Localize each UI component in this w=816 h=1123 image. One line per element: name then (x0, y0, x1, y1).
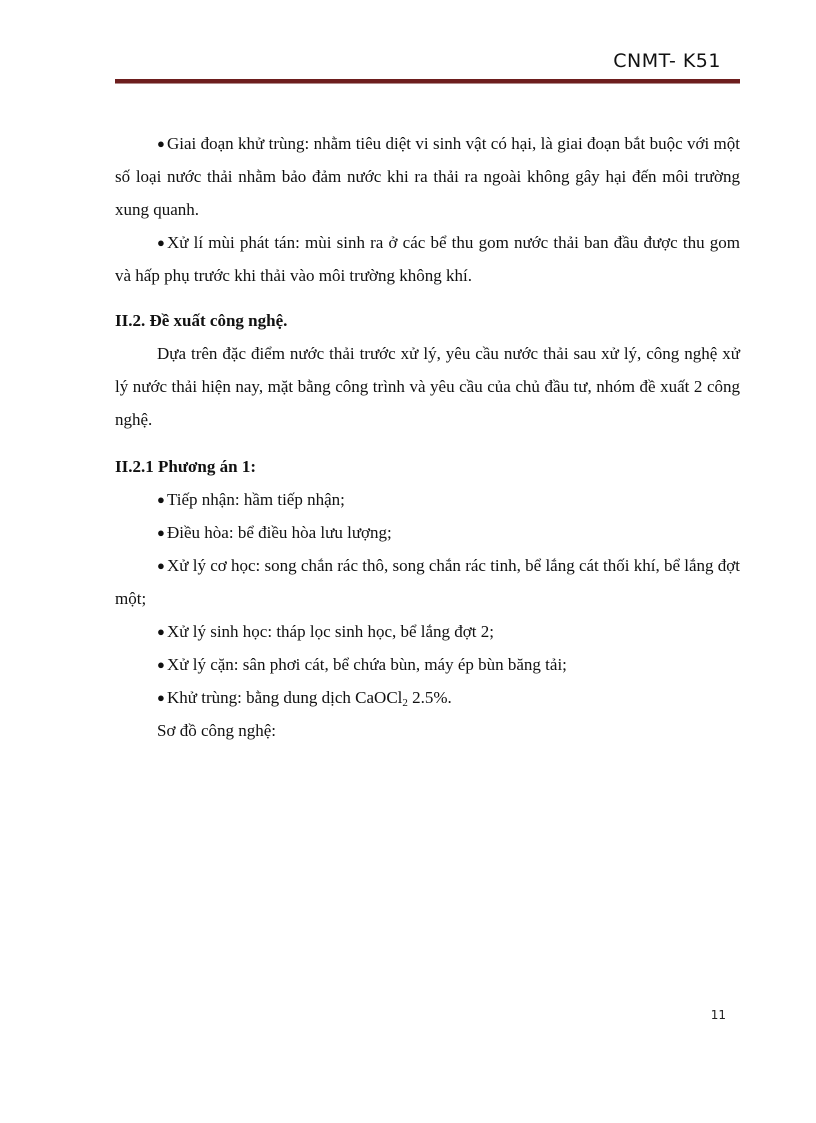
list-item-text: Khử trùng: bằng dung dịch CaOCl (167, 688, 403, 707)
bullet-icon: ● (157, 558, 165, 573)
list-item (115, 648, 740, 681)
bullet-icon: ● (157, 492, 165, 507)
bullet-icon: ● (157, 525, 165, 540)
bullet-icon: ● (157, 136, 165, 151)
bullet-icon: ● (157, 690, 165, 705)
list-item-text: Xử lý cơ học: song chắn rác thô, song chắn rác tinh, bể lắng cát thối khí, bể lắng đợt một; (115, 556, 740, 608)
list-item-text: Tiếp nhận: hầm tiếp nhận; (167, 490, 345, 509)
list-item (115, 549, 740, 615)
page-number: 11 (710, 1008, 726, 1022)
bullet-icon: ● (157, 624, 165, 639)
bullet-icon: ● (157, 235, 165, 250)
paragraph-odor-treatment (115, 226, 740, 292)
page-content (115, 127, 740, 747)
section-body-2-2: Dựa trên đặc điểm nước thải trước xử lý, yêu cầu nước thải sau xử lý, công nghệ xử lý nước thải hiện nay, mặt bằng công trình và yêu cầu của chủ đầu tư, nhóm đề xuất 2 công nghệ. (115, 344, 740, 429)
paragraph-disinfection-stage (115, 127, 740, 226)
bullet-icon: ● (157, 657, 165, 672)
list-item-text: Xử lý sinh học: tháp lọc sinh học, bể lắng đợt 2; (167, 622, 494, 641)
list-item-disinfection (115, 681, 740, 714)
chemical-subscript: 2 (402, 697, 408, 709)
paragraph-text: Xử lí mùi phát tán: mùi sinh ra ở các bể thu gom nước thải ban đầu được thu gom và hấp phụ trước khi thải vào môi trường không khí. (115, 233, 740, 285)
list-item (115, 483, 740, 516)
paragraph-text: Giai đoạn khử trùng: nhằm tiêu diệt vi sinh vật có hại, là giai đoạn bắt buộc với một số loại nước thải nhằm bảo đảm nước khi ra thải ra ngoài không gây hại đến môi trường xung quanh. (115, 134, 740, 219)
diagram-label: Sơ đồ công nghệ: (157, 721, 277, 740)
header-divider (115, 79, 740, 84)
list-item-text: Xử lý cặn: sân phơi cát, bể chứa bùn, máy ép bùn băng tải; (167, 655, 567, 674)
list-item (115, 516, 740, 549)
header-title: CNMT- K51 (613, 50, 721, 72)
section-heading-2-2: II.2. Đề xuất công nghệ. (115, 311, 288, 330)
list-item (115, 615, 740, 648)
list-item-text-suffix: 2.5%. (407, 688, 452, 707)
section-heading-2-2-1: II.2.1 Phương án 1: (115, 457, 257, 476)
list-item-text: Điều hòa: bể điều hòa lưu lượng; (167, 523, 392, 542)
